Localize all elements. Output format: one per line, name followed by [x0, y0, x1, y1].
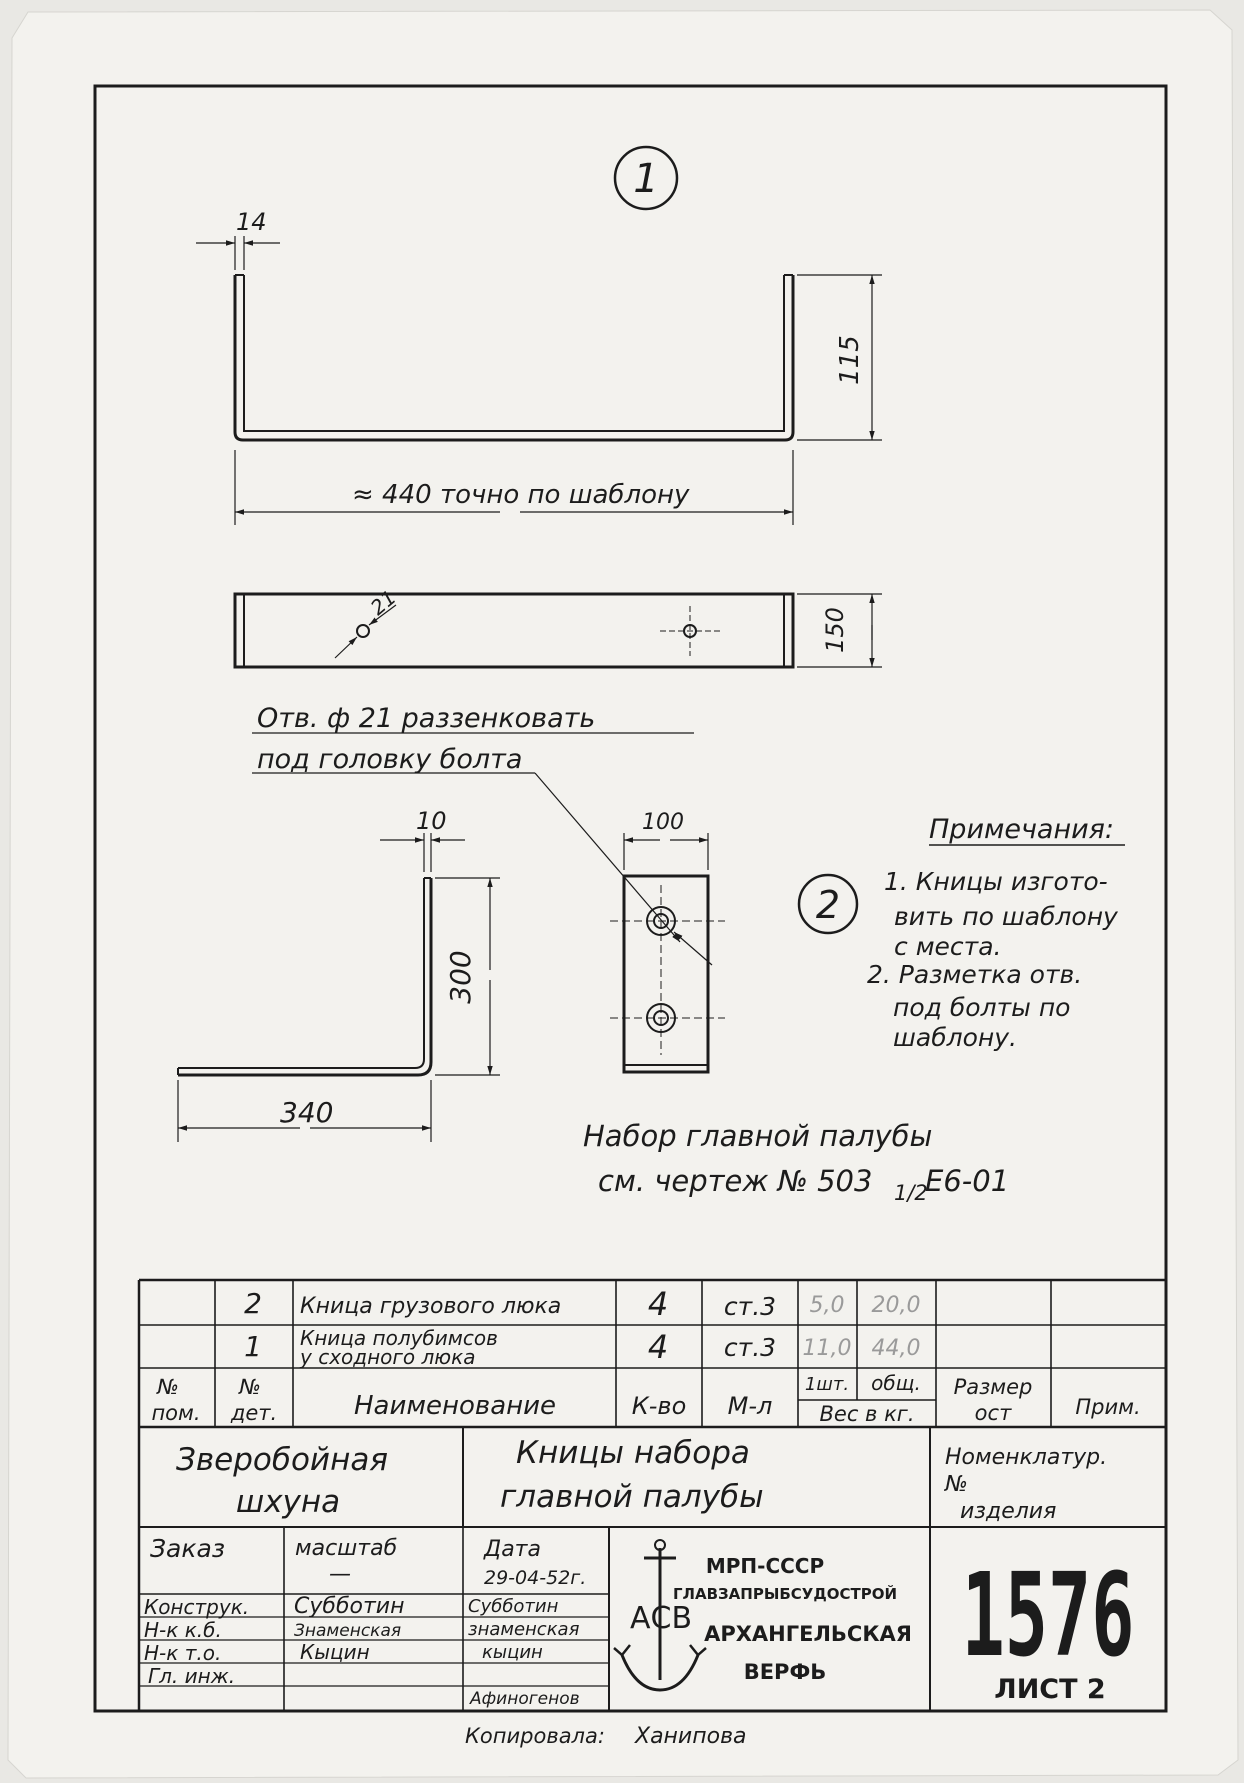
header-size-line2: ост: [974, 1401, 1012, 1425]
role-1-signature: Субботин: [294, 1594, 405, 1619]
view-2-dim-height: 300: [444, 950, 477, 1004]
notes-heading: Примечания:: [929, 814, 1115, 845]
role-3-label: Н-к т.о.: [144, 1641, 222, 1665]
reference-line2-suffix: Е6-01: [925, 1164, 1010, 1198]
view-1-dim-flange: 14: [236, 208, 267, 236]
row-name-2: Кница грузового люка: [300, 1294, 562, 1319]
header-pos-no-line1: №: [157, 1375, 179, 1399]
scale-label: масштаб: [295, 1536, 398, 1561]
vessel-type-line2: шхуна: [235, 1484, 341, 1520]
header-weight-one: 1шт.: [804, 1374, 850, 1395]
sheet-label: ЛИСТ 2: [994, 1674, 1106, 1705]
header-remark: Прим.: [1075, 1395, 1141, 1419]
org-line2: ГЛАВЗАПРЫБСУДОСТРОЙ: [672, 1585, 898, 1603]
note-line-1: 1. Кницы изгото-: [884, 867, 1108, 896]
header-det-no-line2: дет.: [230, 1401, 278, 1425]
nomenclature-line3: изделия: [960, 1499, 1057, 1524]
note-line-4: 2. Разметка отв.: [867, 960, 1083, 989]
role-3-signature: Кыцин: [300, 1640, 370, 1664]
row-name-1-line2: у сходного люка: [300, 1345, 476, 1369]
role-3-name: кыцин: [482, 1642, 543, 1663]
header-qty: К-во: [631, 1392, 687, 1420]
date-value: 29-04-52г.: [484, 1567, 587, 1589]
role-4-label: Гл. инж.: [148, 1664, 236, 1688]
header-material: М-л: [727, 1392, 773, 1420]
view-1-dim-length: ≈ 440 точно по шаблону: [352, 480, 690, 510]
date-label: Дата: [484, 1537, 541, 1562]
vessel-type-line1: Зверобойная: [175, 1442, 389, 1478]
header-weight: Вес в кг.: [819, 1402, 915, 1426]
role-2-label: Н-к к.б.: [144, 1618, 222, 1642]
row-weight-one-1: 11,0: [802, 1336, 852, 1361]
row-material-1: ст.3: [723, 1333, 777, 1362]
order-label: Заказ: [150, 1534, 226, 1563]
view-2-number: 2: [815, 883, 841, 927]
header-weight-total: общ.: [871, 1371, 921, 1395]
view-2-dim-width: 100: [642, 810, 684, 835]
row-name-1-line1: Кница полубимсов: [300, 1326, 498, 1350]
org-line4: ВЕРФЬ: [743, 1660, 827, 1684]
view-2-dim-length: 340: [280, 1096, 334, 1129]
role-2-signature: Знаменская: [294, 1621, 402, 1641]
row-weight-total-1: 44,0: [871, 1336, 921, 1361]
copied-label: Копировала:: [465, 1724, 605, 1748]
header-size-line1: Размер: [953, 1375, 1033, 1399]
nomenclature-line1: Номенклатур.: [945, 1445, 1108, 1470]
hole-note-line2: под головку болта: [257, 744, 523, 775]
view-2-dim-flange: 10: [416, 807, 447, 835]
logo-letters: АСВ: [629, 1601, 693, 1636]
copied-signature: Ханипова: [635, 1724, 747, 1749]
row-det-2: 2: [244, 1287, 262, 1320]
drawing-title-line1: Кницы набора: [516, 1435, 750, 1471]
header-name: Наименование: [353, 1391, 557, 1421]
org-line3: АРХАНГЕЛЬСКАЯ: [704, 1622, 912, 1646]
view-1-dim-width: 150: [821, 607, 849, 653]
note-line-3: с места.: [894, 932, 1002, 961]
note-line-6: шаблону.: [893, 1023, 1017, 1052]
header-pos-no-line2: пом.: [151, 1401, 201, 1425]
view-1-dim-height: 115: [835, 335, 865, 385]
header-det-no-line1: №: [239, 1375, 261, 1399]
role-1-name: Субботин: [468, 1596, 559, 1617]
role-1-label: Конструк.: [144, 1595, 250, 1619]
row-weight-one-2: 5,0: [809, 1293, 845, 1318]
hole-note-line1: Отв. ф 21 раззенковать: [257, 703, 596, 734]
reference-line1: Набор главной палубы: [583, 1119, 933, 1153]
reference-line2-fraction: 1/2: [894, 1181, 928, 1205]
view-1-dim-hole: 21: [365, 585, 401, 620]
org-line1: МРП-СССР: [705, 1554, 825, 1578]
drawing-number: 1576: [961, 1548, 1135, 1683]
drawing-title-line2: главной палубы: [500, 1479, 764, 1515]
row-qty-1: 4: [647, 1328, 669, 1366]
nomenclature-line2: №: [945, 1472, 968, 1497]
note-line-2: вить по шаблону: [894, 902, 1118, 931]
view-1-number: 1: [633, 156, 659, 202]
role-2-name: знаменская: [468, 1619, 580, 1640]
note-line-5: под болты по: [893, 993, 1071, 1022]
row-material-2: ст.3: [723, 1292, 777, 1321]
row-weight-total-2: 20,0: [871, 1293, 921, 1318]
row-det-1: 1: [244, 1330, 262, 1363]
role-4-name: Афиногенов: [470, 1689, 580, 1709]
reference-line2-prefix: см. чертеж № 503: [598, 1164, 873, 1198]
row-qty-2: 4: [647, 1285, 669, 1323]
scale-value: —: [329, 1562, 351, 1587]
